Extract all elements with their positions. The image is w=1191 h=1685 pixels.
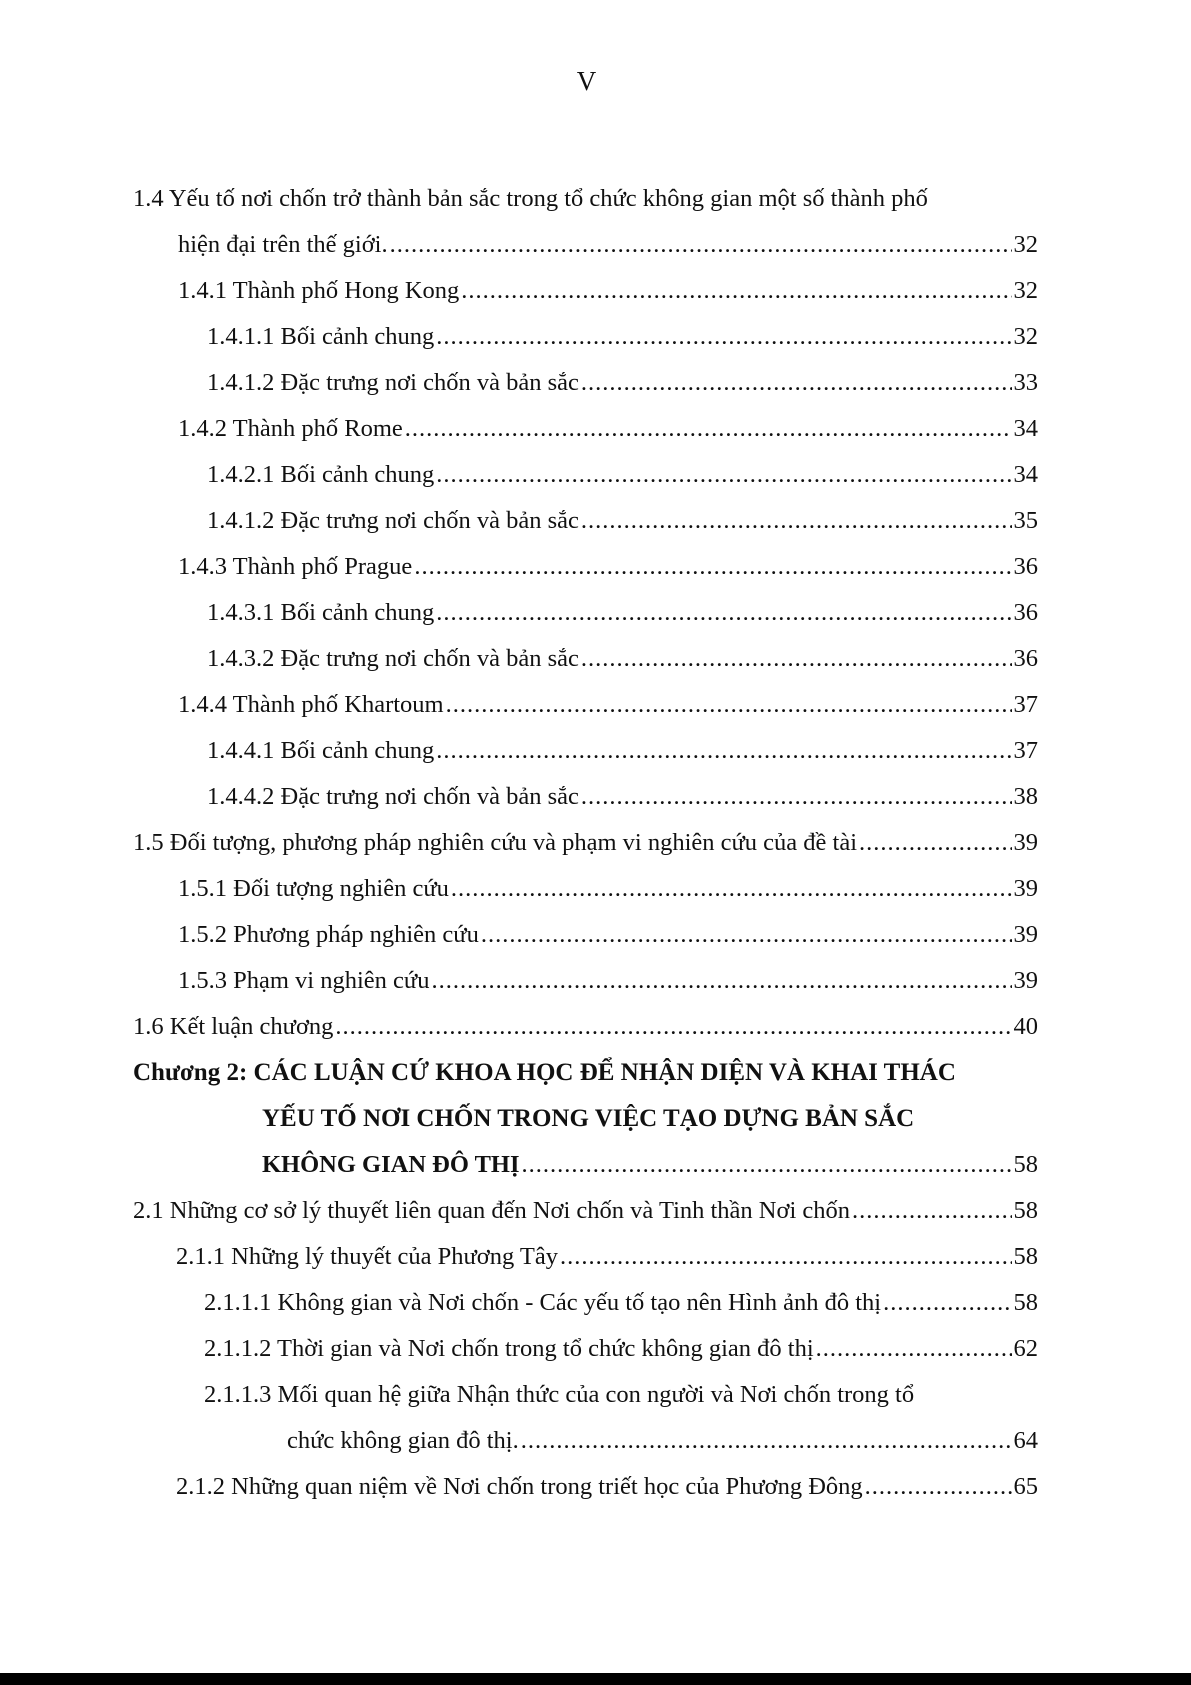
- toc-page-number: 58: [1013, 1289, 1038, 1316]
- toc-leader: [436, 321, 1011, 353]
- toc-entry-1-4-1-2[interactable]: [207, 367, 1038, 399]
- toc-entry-text: YẾU TỐ NƠI CHỐN TRONG VIỆC TẠO DỰNG BẢN SẮC: [262, 1105, 915, 1132]
- toc-entry-2-1-1-2[interactable]: [204, 1333, 1038, 1365]
- toc-entry-text: 1.4.1.2 Đặc trưng nơi chốn và bản sắc: [207, 369, 579, 396]
- toc-entry-1-4-1-1[interactable]: [207, 321, 1038, 353]
- toc-leader: [521, 1425, 1012, 1457]
- toc-entry-text: hiện đại trên thế giới.: [178, 231, 388, 258]
- toc-page-number: 65: [1013, 1473, 1038, 1500]
- toc-page-number: 58: [1013, 1197, 1038, 1224]
- toc-page-number: 39: [1013, 921, 1038, 948]
- toc-entry-1-4-4-1[interactable]: [207, 735, 1038, 767]
- toc-leader: [816, 1333, 1012, 1365]
- toc-page-number: 34: [1013, 415, 1038, 442]
- toc-leader: [461, 275, 1011, 307]
- toc-leader: [436, 597, 1011, 629]
- toc-leader: [436, 459, 1011, 491]
- toc-entry-2-1-1-3-cont[interactable]: [287, 1425, 1038, 1457]
- toc-entry-1-4[interactable]: [133, 183, 928, 215]
- toc-entry-text: 1.6 Kết luận chương: [133, 1013, 334, 1040]
- toc-entry-text: 1.4.2.1 Bối cảnh chung: [207, 461, 435, 488]
- toc-page-number: 58: [1013, 1151, 1038, 1178]
- toc-entry-text: 1.4 Yếu tố nơi chốn trở thành bản sắc trong tổ chức không gian một số thành phố: [133, 185, 928, 212]
- toc-entry-text: 2.1.1 Những lý thuyết của Phương Tây: [176, 1243, 559, 1270]
- toc-page-number: 36: [1013, 645, 1038, 672]
- toc-entry-2-1-2[interactable]: [176, 1471, 1038, 1503]
- toc-entry-text: 1.5.1 Đối tượng nghiên cứu: [178, 875, 449, 902]
- toc-entry-text: 1.4.2 Thành phố Rome: [178, 415, 403, 442]
- toc-entry-text: 1.4.4 Thành phố Khartoum: [178, 691, 444, 718]
- toc-leader: [859, 827, 1011, 859]
- toc-leader: [865, 1471, 1012, 1503]
- toc-entry-text: 1.4.1 Thành phố Hong Kong: [178, 277, 460, 304]
- toc-page-number: 64: [1013, 1427, 1038, 1454]
- scan-bottom-edge: [0, 1673, 1191, 1685]
- toc-entry-1-4-1[interactable]: [178, 275, 1038, 307]
- toc-page-number: 62: [1013, 1335, 1038, 1362]
- toc-page-number: 36: [1013, 599, 1038, 626]
- toc-page-number: 32: [1013, 231, 1038, 258]
- toc-entry-text: 1.4.3.2 Đặc trưng nơi chốn và bản sắc: [207, 645, 579, 672]
- toc-entry-text: 1.5.2 Phương pháp nghiên cứu: [178, 921, 479, 948]
- toc-entry-text: 2.1.1.1 Không gian và Nơi chốn - Các yếu tố tạo nên Hình ảnh đô thị: [204, 1289, 882, 1316]
- toc-entry-text: 2.1.2 Những quan niệm về Nơi chốn trong triết học của Phương Đông: [176, 1473, 863, 1500]
- toc-page-number: 32: [1013, 277, 1038, 304]
- toc-entry-text: 1.4.3 Thành phố Prague: [178, 553, 413, 580]
- toc-entry-2-1[interactable]: [133, 1195, 1038, 1227]
- toc-entry-text: 2.1.1.2 Thời gian và Nơi chốn trong tổ chức không gian đô thị: [204, 1335, 814, 1362]
- toc-entry-1-5-2[interactable]: [178, 919, 1038, 951]
- toc-page-number: 32: [1013, 323, 1038, 350]
- toc-entry-2-1-1[interactable]: [176, 1241, 1038, 1273]
- toc-leader: [436, 735, 1011, 767]
- toc-page-number: 39: [1013, 829, 1038, 856]
- toc-entry-chapter-2[interactable]: [133, 1057, 956, 1089]
- toc-leader: [335, 1011, 1011, 1043]
- toc-leader: [431, 965, 1011, 997]
- toc-page-number: 35: [1013, 507, 1038, 534]
- toc-entry-chapter-2-cont[interactable]: [262, 1103, 914, 1135]
- toc-leader: [522, 1149, 1012, 1181]
- toc-entry-text: Chương 2: CÁC LUẬN CỨ KHOA HỌC ĐỂ NHẬN DIỆN VÀ KHAI THÁC: [133, 1059, 956, 1086]
- toc-entry-2-1-1-3[interactable]: [204, 1379, 914, 1411]
- toc-leader: [883, 1287, 1011, 1319]
- toc-leader: [581, 781, 1012, 813]
- toc-entry-1-4-4-2[interactable]: [207, 781, 1038, 813]
- toc-entry-1-4-3-1[interactable]: [207, 597, 1038, 629]
- toc-page-number: 40: [1013, 1013, 1038, 1040]
- toc-entry-1-4-2-2[interactable]: [207, 505, 1038, 537]
- toc-page-number: 39: [1013, 875, 1038, 902]
- toc-entry-1-4-2-1[interactable]: [207, 459, 1038, 491]
- toc-page-number: 37: [1013, 691, 1038, 718]
- toc-entry-2-1-1-1[interactable]: [204, 1287, 1038, 1319]
- toc-entry-1-5-3[interactable]: [178, 965, 1038, 997]
- toc-entry-1-4-4[interactable]: [178, 689, 1038, 721]
- toc-page-number: 39: [1013, 967, 1038, 994]
- page-number: V: [576, 66, 597, 96]
- toc-entry-1-4-2[interactable]: [178, 413, 1038, 445]
- toc-entry-1-6[interactable]: [133, 1011, 1038, 1043]
- toc-entry-text: 1.4.1.1 Bối cảnh chung: [207, 323, 435, 350]
- toc-entry-text: 1.4.4.1 Bối cảnh chung: [207, 737, 435, 764]
- toc-leader: [560, 1241, 1011, 1273]
- toc-leader: [446, 689, 1012, 721]
- toc-entry-text: 2.1.1.3 Mối quan hệ giữa Nhận thức của con người và Nơi chốn trong tổ: [204, 1381, 915, 1408]
- toc-entry-text: KHÔNG GIAN ĐÔ THỊ: [262, 1151, 520, 1178]
- toc-leader: [852, 1195, 1011, 1227]
- toc-leader: [451, 873, 1012, 905]
- toc-leader: [581, 505, 1012, 537]
- toc-entry-1-4-3-2[interactable]: [207, 643, 1038, 675]
- toc-entry-1-5-1[interactable]: [178, 873, 1038, 905]
- toc-leader: [581, 643, 1012, 675]
- toc-page-number: 33: [1013, 369, 1038, 396]
- toc-entry-1-4-cont[interactable]: [178, 229, 1038, 261]
- toc-entry-1-5[interactable]: [133, 827, 1038, 859]
- toc-entry-text: 1.4.3.1 Bối cảnh chung: [207, 599, 435, 626]
- toc-entry-text: 1.4.1.2 Đặc trưng nơi chốn và bản sắc: [207, 507, 579, 534]
- toc-leader: [390, 229, 1012, 261]
- toc-entry-text: 1.5 Đối tượng, phương pháp nghiên cứu và phạm vi nghiên cứu của đề tài: [133, 829, 858, 856]
- toc-leader: [481, 919, 1012, 951]
- toc-leader: [405, 413, 1012, 445]
- toc-entry-1-4-3[interactable]: [178, 551, 1038, 583]
- toc-page-number: 36: [1013, 553, 1038, 580]
- toc-page-number: 34: [1013, 461, 1038, 488]
- toc-leader: [581, 367, 1012, 399]
- toc-page-number: 37: [1013, 737, 1038, 764]
- toc-leader: [414, 551, 1011, 583]
- toc-entry-text: 1.5.3 Phạm vi nghiên cứu: [178, 967, 430, 994]
- toc-entry-text: 1.4.4.2 Đặc trưng nơi chốn và bản sắc: [207, 783, 579, 810]
- toc-entry-chapter-2-end[interactable]: [262, 1149, 1038, 1181]
- toc-page-number: 38: [1013, 783, 1038, 810]
- toc-entry-text: 2.1 Những cơ sở lý thuyết liên quan đến Nơi chốn và Tinh thần Nơi chốn: [133, 1197, 851, 1224]
- toc-entry-text: chức không gian đô thị.: [287, 1427, 519, 1454]
- toc-page-number: 58: [1013, 1243, 1038, 1270]
